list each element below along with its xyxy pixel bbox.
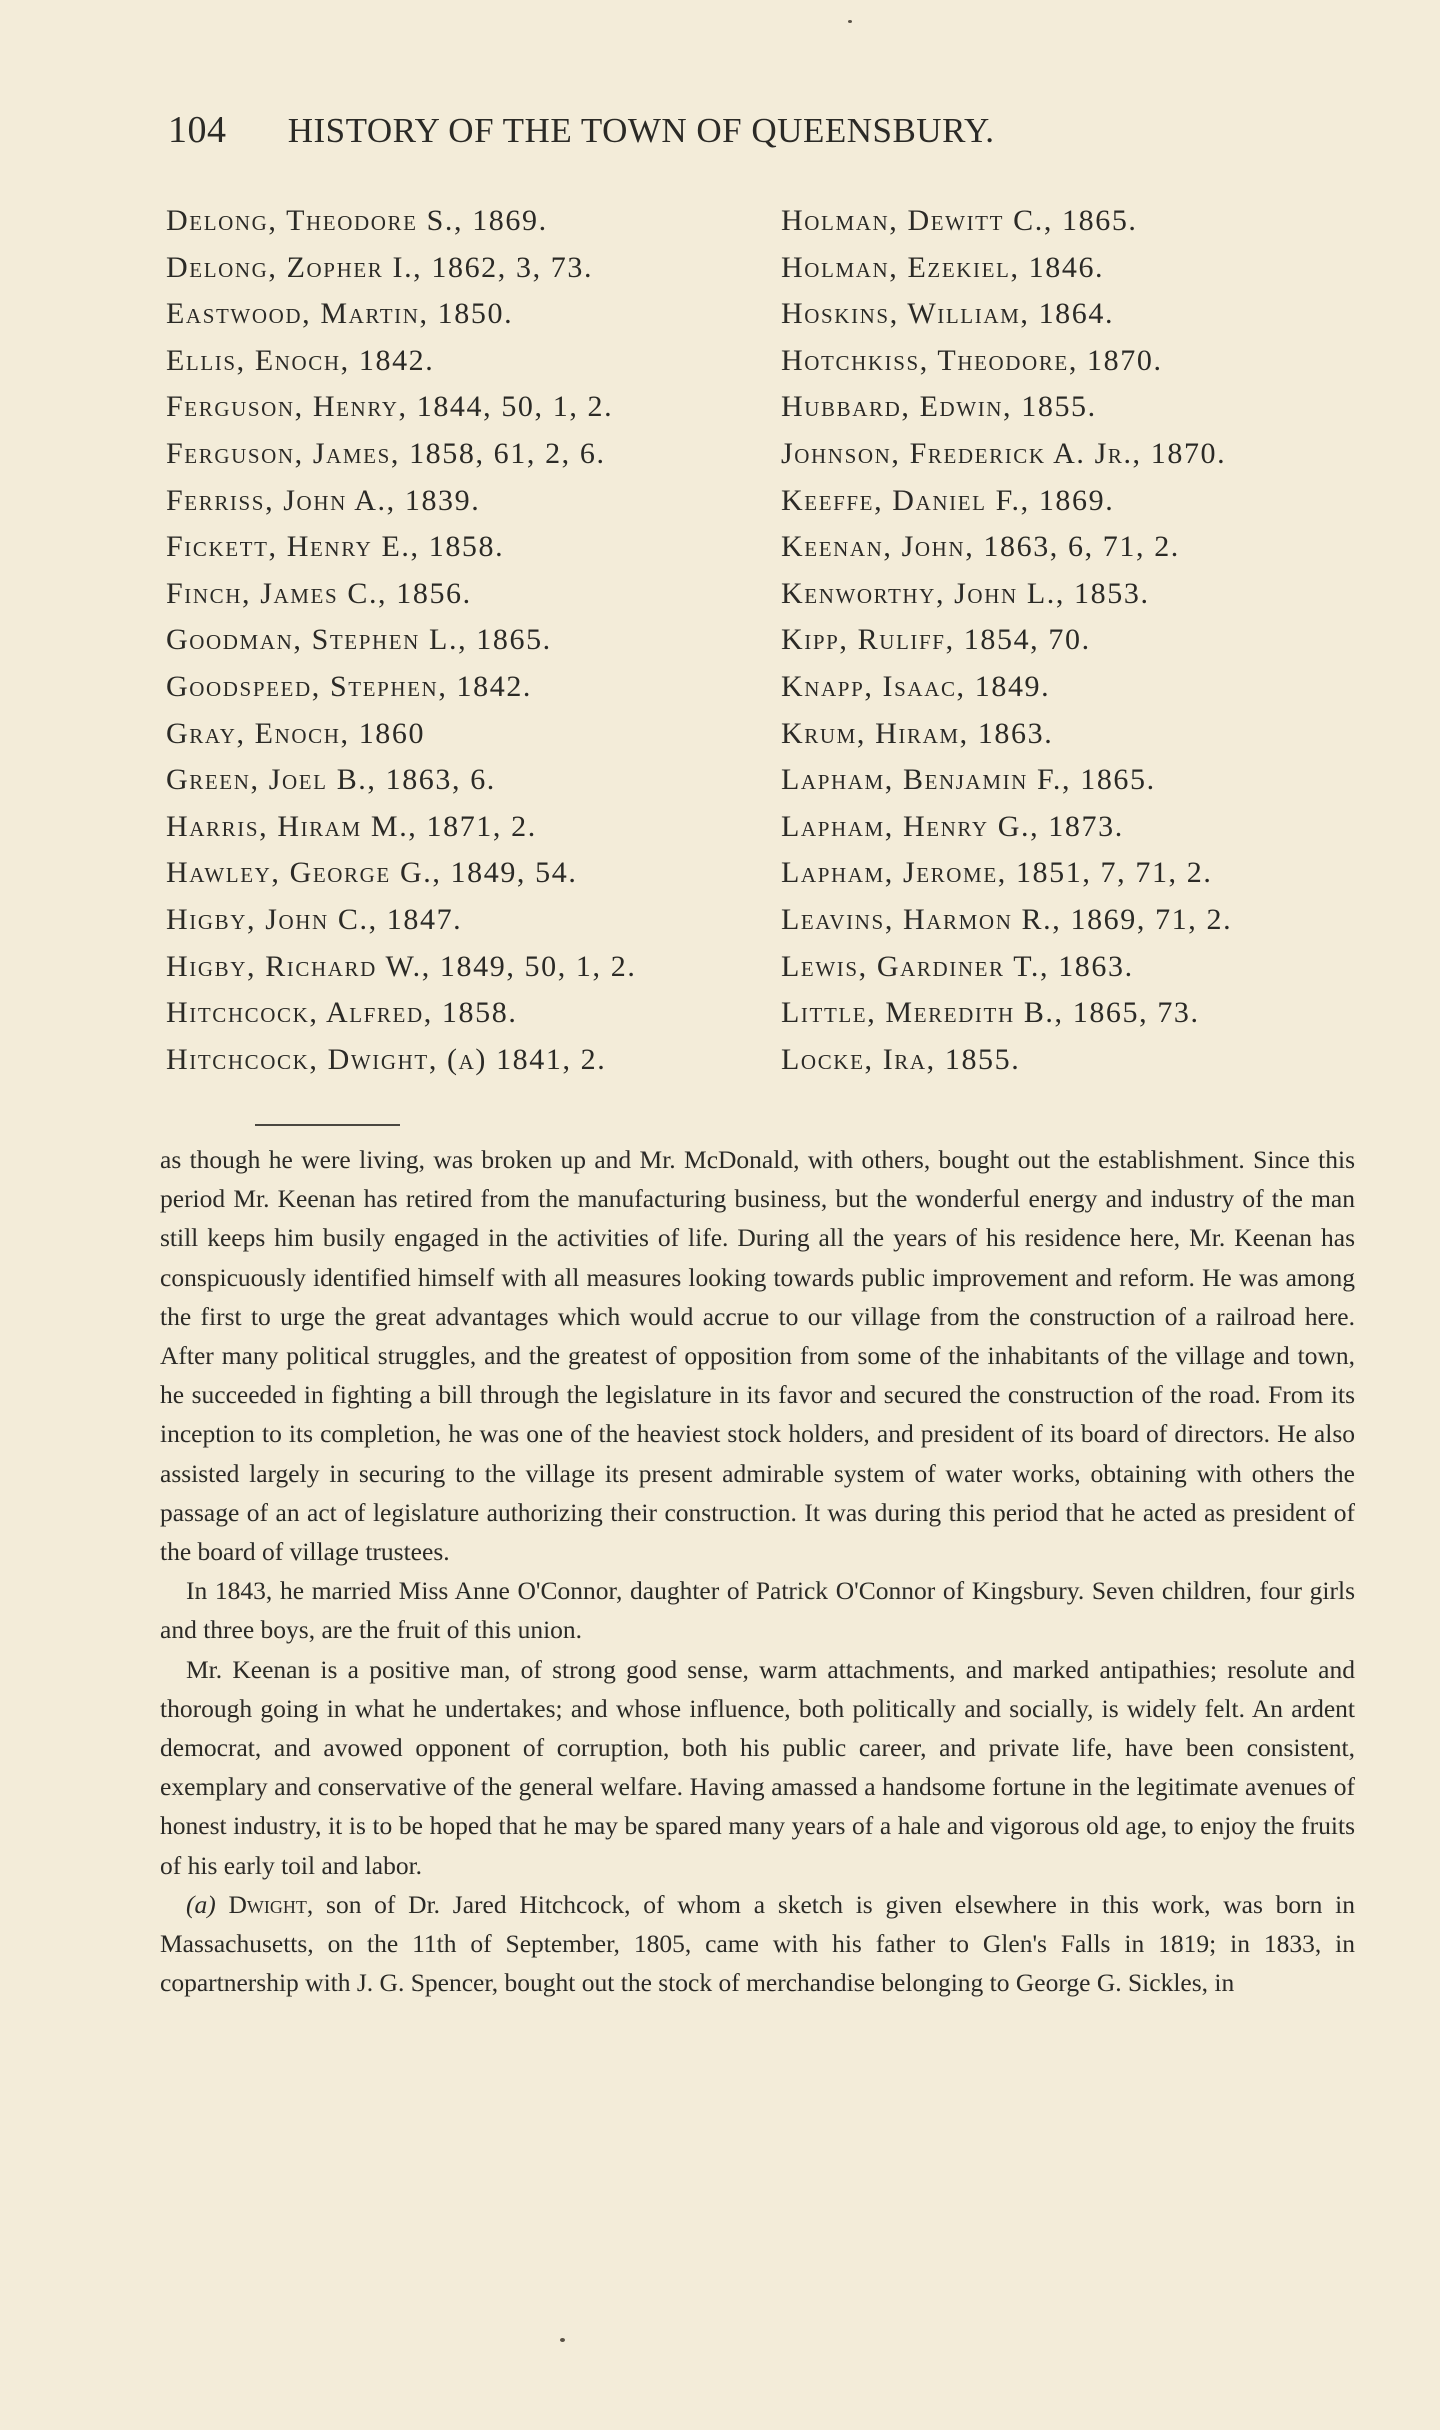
roster-entry: Holman, Ezekiel, 1846. [781, 250, 1105, 284]
roster-entry: Eastwood, Martin, 1850. [166, 297, 514, 331]
roster-column-right [781, 198, 1366, 1083]
roster-entry: Johnson, Frederick A. Jr., 1870. [781, 436, 1227, 470]
roster-entry: Krum, Hiram, 1863. [781, 716, 1054, 750]
roster-entry: Delong, Theodore S., 1869. [166, 204, 548, 237]
roster-entry: Lewis, Gardiner T., 1863. [781, 949, 1134, 983]
roster-entry: Hitchcock, Alfred, 1858. [166, 996, 518, 1030]
roster-entry: Hitchcock, Dwight, (a) 1841, 2. [166, 1042, 607, 1076]
body-text [160, 1140, 1355, 2002]
roster-entry: Hotchkiss, Theodore, 1870. [781, 343, 1163, 377]
roster-entry: Hubbard, Edwin, 1855. [781, 390, 1097, 424]
page-title: HISTORY OF THE TOWN OF QUEENSBURY. [287, 111, 995, 150]
roster-entry: Holman, Dewitt C., 1865. [781, 204, 1138, 237]
footnote-paragraph [160, 1885, 1355, 2003]
roster-entry: Leavins, Harmon R., 1869, 71, 2. [781, 902, 1233, 936]
running-header [168, 108, 1288, 152]
roster-entry: Higby, John C., 1847. [166, 902, 463, 936]
roster-entry: Kenworthy, John L., 1853. [781, 576, 1150, 610]
roster-entry: Ferguson, Henry, 1844, 50, 1, 2. [166, 390, 614, 424]
roster-entry: Green, Joel B., 1863, 6. [166, 763, 496, 797]
roster-entry: Ferguson, James, 1858, 61, 2, 6. [166, 436, 606, 470]
page-number: 104 [168, 109, 227, 151]
paragraph: as though he were living, was broken up and Mr. McDonald, with others, bought out the establishment. Since this period Mr. Keenan has retired from the manufacturing business, but the wonderful energy and industry of the man still keeps him busily engaged in the activities of life. During all the years of his residence here, Mr. Keenan has conspicuously identified himself with all measures looking towards public improvement and reform. He was among the first to urge the great advantages which would accrue to our village from the construction of a railroad here. After many political struggles, and the greatest of opposition from some of the inhabitants of the village and town, he succeeded in fighting a bill through the legislature in its favor and secured the construction of the road. From its inception to its completion, he was one of the heaviest stock holders, and president of its board of directors. He also assisted largely in securing to the village its present admirable system of water works, obtaining with others the passage of an act of legislature authorizing their construction. It was during this period that he acted as president of the board of village trustees. [160, 1145, 1355, 1567]
roster-entry: Goodspeed, Stephen, 1842. [166, 669, 533, 703]
roster-entry: Lapham, Henry G., 1873. [781, 809, 1124, 843]
roster-entry: Harris, Hiram M., 1871, 2. [166, 809, 537, 843]
roster-entry: Ferriss, John A., 1839. [166, 483, 481, 517]
roster-entry: Lapham, Benjamin F., 1865. [781, 763, 1156, 797]
roster-entry: Keenan, John, 1863, 6, 71, 2. [781, 530, 1180, 564]
roster-entry: Little, Meredith B., 1865, 73. [781, 996, 1200, 1030]
paragraph: In 1843, he married Miss Anne O'Connor, daughter of Patrick O'Connor of Kingsbury. Seven children, four girls and three boys, are the fruit of this union. [160, 1576, 1355, 1645]
roster-entry: Delong, Zopher I., 1862, 3, 73. [166, 250, 594, 284]
roster-entry: Keeffe, Daniel F., 1869. [781, 483, 1115, 517]
roster-entry: Kipp, Ruliff, 1854, 70. [781, 623, 1091, 657]
ink-speck [848, 20, 852, 23]
roster-entry: Gray, Enoch, 1860 [166, 716, 426, 750]
ink-speck [560, 2338, 565, 2342]
roster-entry: Locke, Ira, 1855. [781, 1042, 1021, 1076]
roster-column-left [166, 198, 781, 1083]
roster-entry: Hawley, George G., 1849, 54. [166, 856, 578, 890]
roster-entry: Finch, James C., 1856. [166, 576, 472, 610]
footnote-subject: Dwight [228, 1889, 307, 1919]
roster-entry: Knapp, Isaac, 1849. [781, 669, 1051, 703]
footnote-marker: (a) [186, 1889, 216, 1919]
roster-entry: Fickett, Henry E., 1858. [166, 530, 505, 564]
footnote-text: , son of Dr. Jared Hitchcock, of whom a sketch is given elsewhere in this work, was born in Massachusetts, on the 11th of September, 1805, came with his father to Glen's Falls in 1819; in 1833, in copartnership with J. G. Spencer, bought out the stock of merchandise belonging to George G. Sickles, in [160, 1889, 1355, 1998]
roster-entry: Higby, Richard W., 1849, 50, 1, 2. [166, 949, 637, 983]
roster-entry: Ellis, Enoch, 1842. [166, 343, 435, 377]
roster-entry: Lapham, Jerome, 1851, 7, 71, 2. [781, 856, 1213, 890]
paragraph: Mr. Keenan is a positive man, of strong good sense, warm attachments, and marked antipathies; resolute and thorough going in what he undertakes; and whose influence, both politically and socially, is widely felt. An ardent democrat, and avowed opponent of corruption, both his public career, and private life, have been consistent, exemplary and conservative of the general welfare. Having amassed a handsome fortune in the legitimate avenues of honest industry, it is to be hoped that he may be spared many years of a hale and vigorous old age, to enjoy the fruits of his early toil and labor. [160, 1654, 1355, 1880]
footnote-divider [255, 1124, 400, 1126]
roster-entry: Hoskins, William, 1864. [781, 297, 1115, 331]
name-roster [166, 198, 1366, 1083]
roster-entry: Goodman, Stephen L., 1865. [166, 623, 552, 657]
